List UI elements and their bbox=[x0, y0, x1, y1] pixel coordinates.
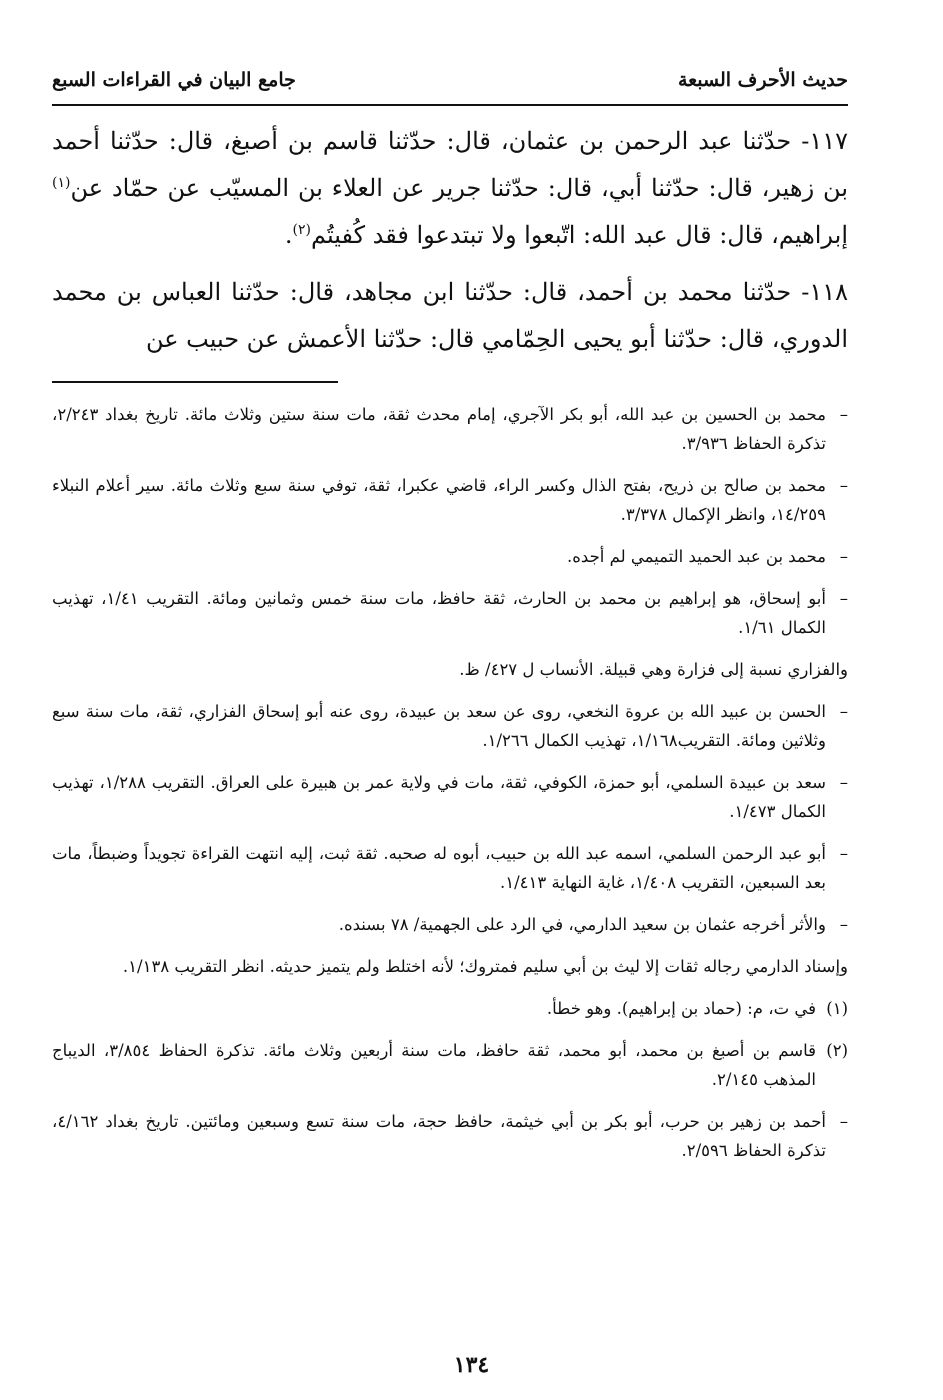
footnote-entry bbox=[52, 952, 848, 981]
footnote-entry bbox=[52, 839, 848, 897]
footnote-text: أبو عبد الرحمن السلمي، اسمه عبد الله بن حبيب، أبوه له صحبه. ثقة ثبت، إليه انتهت القراءة تجويداً وضبطاً، مات بعد السبعين، التقريب ١/٤٠٨، غاية النهاية ١/٤١٣. bbox=[52, 844, 826, 892]
footnote-entry bbox=[52, 584, 848, 642]
header-chapter-title: حديث الأحرف السبعة bbox=[677, 69, 848, 91]
hadith-117 bbox=[52, 118, 848, 259]
footnote-entry bbox=[52, 400, 848, 458]
dash-marker: – bbox=[839, 915, 848, 934]
footnote-entry bbox=[52, 910, 848, 939]
footnote-text: وإسناد الدارمي رجاله ثقات إلا ليث بن أبي سليم فمتروك؛ لأنه اختلط ولم يتميز حديثه. انظر التقريب ١/١٣٨. bbox=[122, 957, 848, 976]
hadith-117-text: ١١٧- حدّثنا عبد الرحمن بن عثمان، قال: حدّثنا قاسم بن أصبغ، قال: حدّثنا أحمد بن زهير، قال: حدّثنا أبي، قال: حدّثنا جرير عن العلاء بن المسيّب عن حمّاد عن bbox=[52, 127, 848, 202]
main-text bbox=[52, 118, 848, 373]
footnotes bbox=[52, 400, 848, 1178]
footnote-entry bbox=[52, 1036, 848, 1094]
footnote-text: في ت، م: (حماد بن إبراهيم). وهو خطأ. bbox=[546, 999, 816, 1018]
footnote-text: أبو إسحاق، هو إبراهيم بن محمد بن الحارث، ثقة حافظ، مات سنة خمس وثمانين ومائة. التقريب ١/٤١، تهذيب الكمال ١/٦١. bbox=[52, 589, 826, 637]
footnote-text: والأثر أخرجه عثمان بن سعيد الدارمي، في الرد على الجهمية/ ٧٨ بسنده. bbox=[338, 915, 826, 934]
hadith-118: ١١٨- حدّثنا محمد بن أحمد، قال: حدّثنا ابن مجاهد، قال: حدّثنا العباس بن محمد الدوري، قال: حدّثنا أبو يحيى الحِمّامي قال: حدّثنا الأعمش عن حبيب عن bbox=[52, 278, 848, 353]
footnote-text: محمد بن صالح بن ذريح، بفتح الذال وكسر الراء، قاضي عكبرا، ثقة، توفي سنة سبع وثلاث مائة. سير أعلام النبلاء ١٤/٢٥٩، وانظر الإكمال ٣/٣٧٨. bbox=[52, 476, 826, 524]
dash-marker: – bbox=[839, 476, 848, 495]
page-number: ١٣٤ bbox=[453, 1352, 490, 1378]
footnote-text: قاسم بن أصبغ بن محمد، أبو محمد، ثقة حافظ، مات سنة أربعين وثلاث مائة. تذكرة الحفاظ ٣/٨٥٤، الديباج المذهب ٢/١٤٥. bbox=[52, 1041, 816, 1089]
running-header bbox=[52, 62, 848, 98]
hadith-117-text-cont: إبراهيم، قال: قال عبد الله: اتّبعوا ولا تبتدعوا فقد كُفيتُم bbox=[311, 221, 848, 249]
hadith-117-end: . bbox=[284, 221, 293, 249]
footnote-entry bbox=[52, 1107, 848, 1165]
footnote-entry bbox=[52, 655, 848, 684]
dash-marker: – bbox=[839, 702, 848, 721]
footnote-text: والفزاري نسبة إلى فزارة وهي قبيلة. الأنساب ل ٤٢٧/ ظ. bbox=[459, 660, 848, 679]
footnote-number: (٢) bbox=[826, 1041, 848, 1060]
header-book-title: جامع البيان في القراءات السبع bbox=[52, 69, 296, 91]
footnote-entry bbox=[52, 994, 848, 1023]
dash-marker: – bbox=[839, 589, 848, 608]
footnote-entry bbox=[52, 768, 848, 826]
dash-marker: – bbox=[839, 1112, 848, 1131]
dash-marker: – bbox=[839, 405, 848, 424]
footnote-entry bbox=[52, 697, 848, 755]
footnote-entry bbox=[52, 542, 848, 571]
footnote-text: محمد بن عبد الحميد التميمي لم أجده. bbox=[567, 547, 826, 566]
dash-marker: – bbox=[839, 844, 848, 863]
header-rule bbox=[52, 104, 848, 106]
footnote-text: الحسن بن عبيد الله بن عروة النخعي، روى عن سعد بن عبيدة، روى عنه أبو إسحاق الفزاري، ثقة، مات سنة سبع وثلاثين ومائة. التقريب١/١٦٨، تهذيب الكمال ١/٢٦٦. bbox=[52, 702, 826, 750]
footnote-ref-1: (١) bbox=[52, 175, 71, 191]
footnote-rule bbox=[52, 381, 338, 383]
footnote-text: أحمد بن زهير بن حرب، أبو بكر بن أبي خيثمة، حافظ حجة، مات سنة تسع وسبعين ومائتين. تاريخ بغداد ٤/١٦٢، تذكرة الحفاظ ٢/٥٩٦. bbox=[52, 1112, 826, 1160]
dash-marker: – bbox=[839, 773, 848, 792]
footnote-ref-2: (٢) bbox=[292, 222, 311, 238]
dash-marker: – bbox=[839, 547, 848, 566]
footnote-text: سعد بن عبيدة السلمي، أبو حمزة، الكوفي، ثقة، مات في ولاية عمر بن هبيرة على العراق. التقريب ١/٢٨٨، تهذيب الكمال ١/٤٧٣. bbox=[52, 773, 826, 821]
footnote-number: (١) bbox=[826, 999, 848, 1018]
footnote-text: محمد بن الحسين بن عبد الله، أبو بكر الآجري، إمام محدث ثقة، مات سنة ستين وثلاث مائة. تاريخ بغداد ٢/٢٤٣، تذكرة الحفاظ ٣/٩٣٦. bbox=[52, 405, 826, 453]
footnote-entry bbox=[52, 471, 848, 529]
